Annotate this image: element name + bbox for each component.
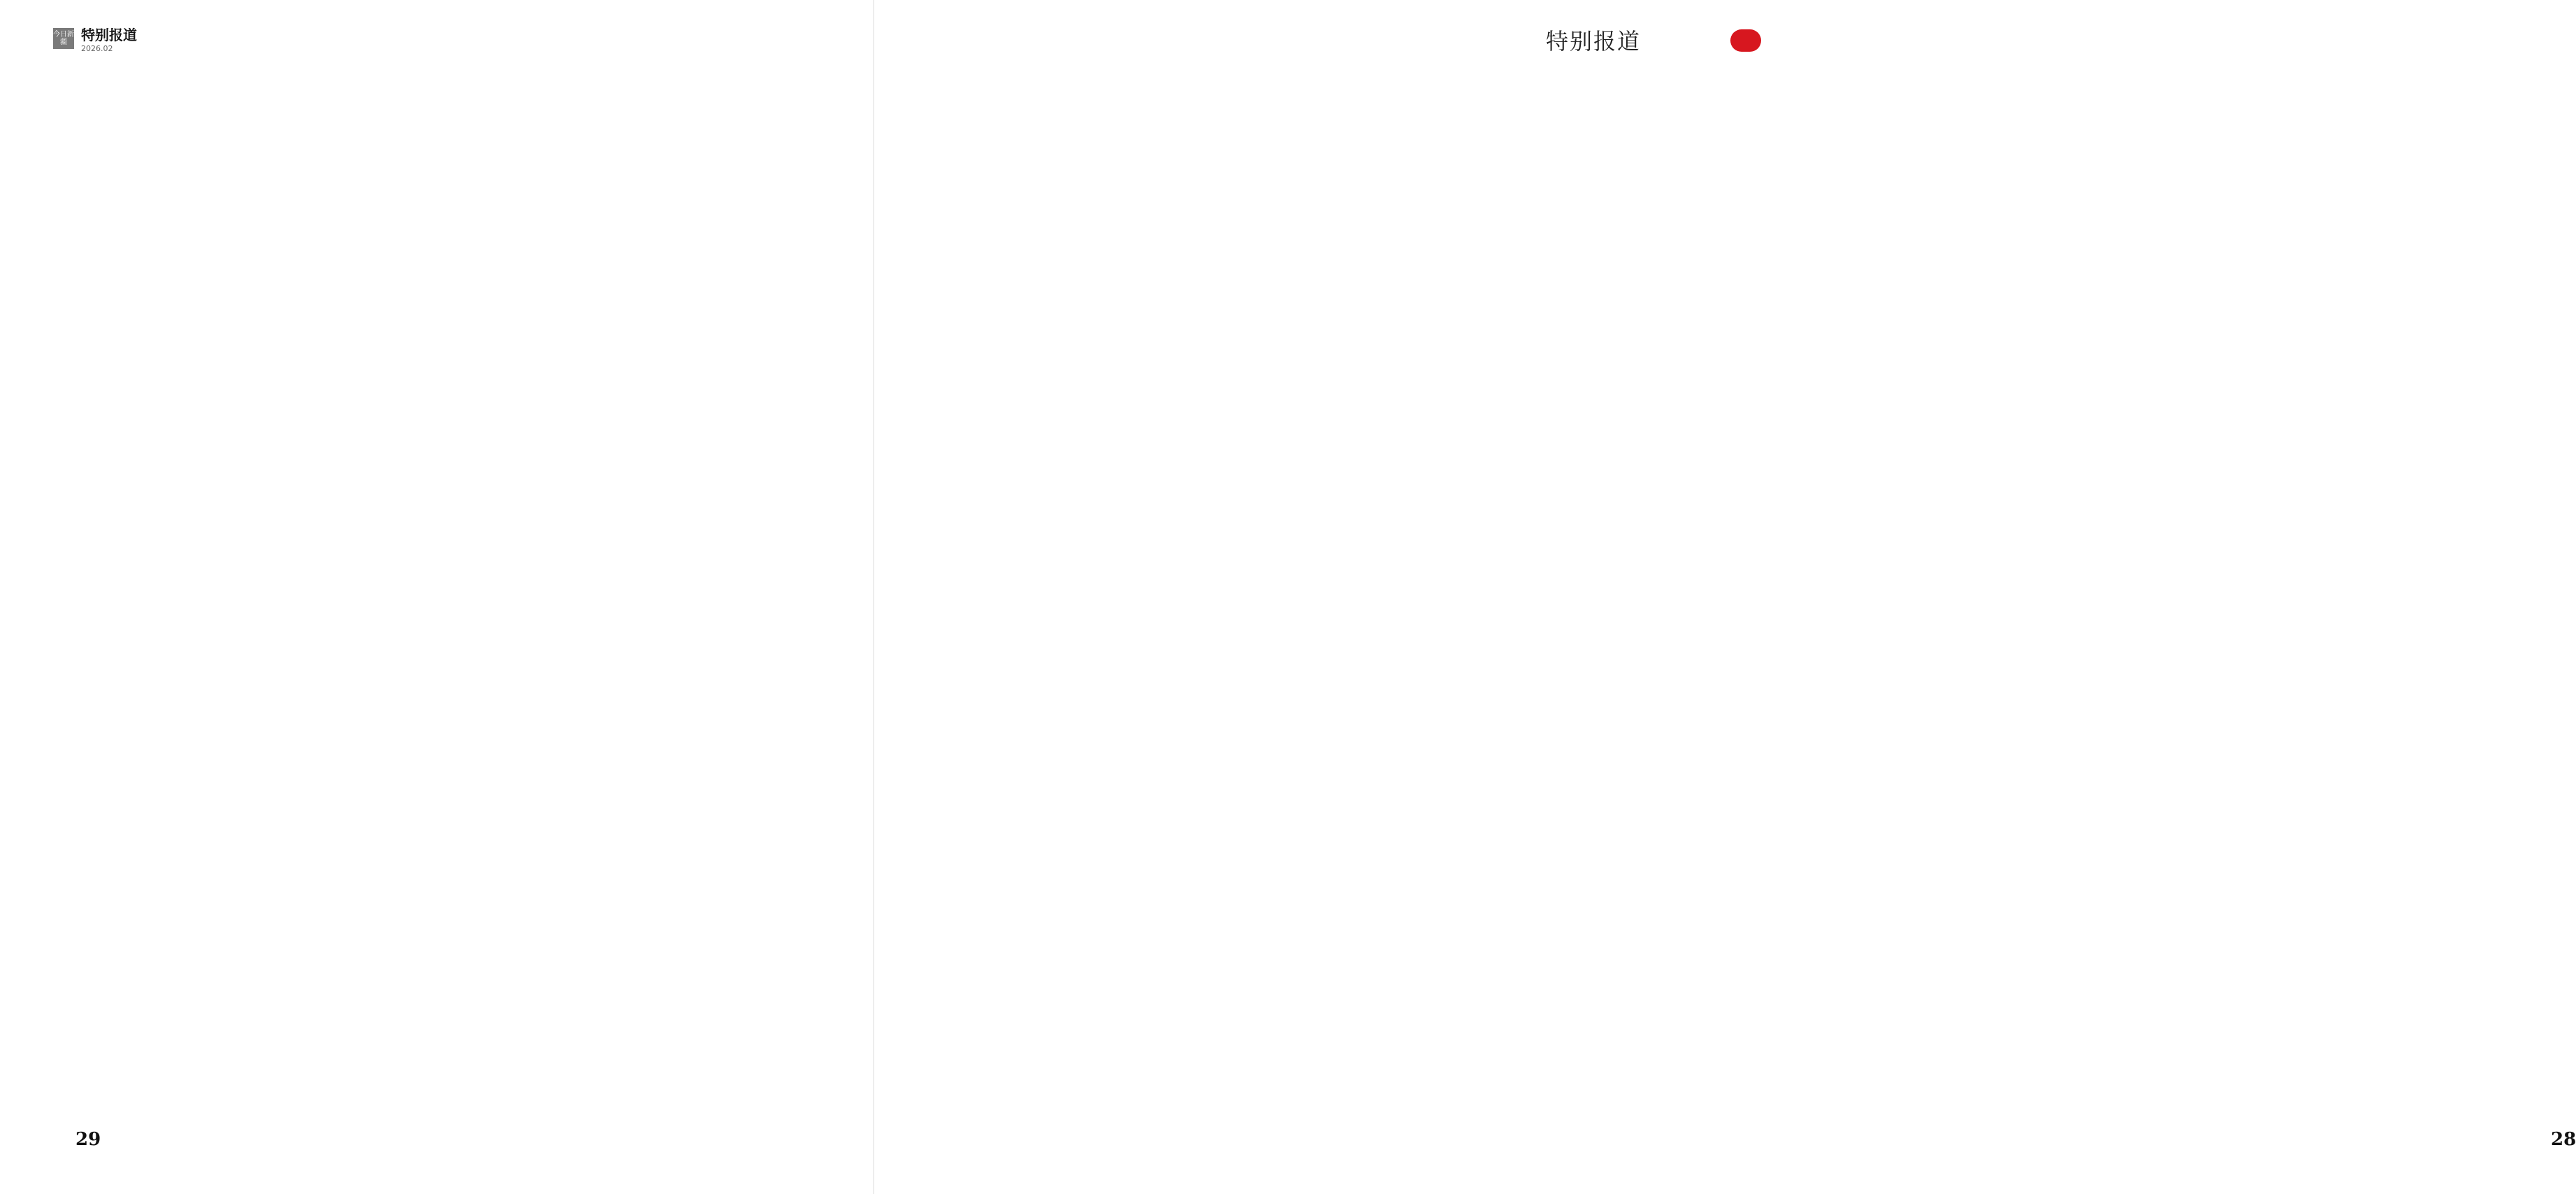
body-paragraph	[461, 267, 811, 333]
body-paragraph	[2210, 267, 2559, 333]
body-paragraph	[1816, 267, 2151, 333]
body-paragraph	[461, 200, 811, 266]
body-paragraph	[50, 334, 400, 400]
body-paragraph	[50, 535, 400, 601]
body-paragraph	[461, 603, 811, 668]
body-paragraph	[461, 804, 811, 870]
body-paragraph	[461, 737, 811, 803]
left-page-header	[53, 27, 186, 53]
body-paragraph	[2210, 670, 2559, 735]
body-paragraph	[50, 200, 400, 266]
body-paragraph	[50, 603, 400, 668]
subheading-line	[936, 965, 1279, 993]
header-title-block	[81, 24, 137, 53]
right-page	[874, 0, 2576, 1194]
page-number-left: 29	[75, 1129, 101, 1150]
body-paragraph	[1816, 133, 2151, 199]
body-paragraph	[1816, 670, 2151, 735]
body-paragraph	[2210, 535, 2559, 601]
column-left-outer	[50, 133, 400, 1105]
body-paragraph	[461, 535, 811, 601]
body-paragraph	[2210, 200, 2559, 266]
body-paragraph	[461, 670, 811, 735]
issue-date: 2026.02	[81, 44, 113, 53]
body-paragraph	[1816, 535, 2151, 601]
body-paragraph	[2210, 938, 2559, 1004]
body-paragraph	[461, 133, 811, 199]
body-paragraph	[2210, 334, 2559, 400]
body-paragraph	[1816, 603, 2151, 668]
body-paragraph	[50, 468, 400, 534]
body-paragraph	[50, 804, 400, 870]
magazine-logo: 今日新疆	[53, 28, 74, 49]
body-paragraph	[461, 334, 811, 400]
column-right-inner	[1816, 133, 2151, 1105]
body-paragraph	[2210, 871, 2559, 937]
body-paragraph	[2210, 737, 2559, 803]
body-paragraph	[2210, 603, 2559, 668]
body-paragraph	[1816, 468, 2151, 534]
left-page	[0, 0, 874, 1194]
section-title: 特别报道	[81, 27, 137, 43]
page-number-right: 28	[2551, 1129, 2576, 1150]
subheading-line	[936, 937, 1279, 965]
red-corner-tab	[1730, 29, 1761, 52]
right-page-header	[1546, 24, 1698, 56]
body-paragraph	[50, 670, 400, 735]
column-left-inner	[461, 133, 811, 1105]
body-paragraph	[50, 871, 400, 937]
body-paragraph	[1816, 334, 2151, 400]
body-paragraph	[50, 133, 400, 199]
body-paragraph	[50, 267, 400, 333]
body-paragraph	[1816, 401, 2151, 467]
body-paragraph	[50, 401, 400, 467]
body-paragraph	[2210, 804, 2559, 870]
body-paragraph	[2210, 401, 2559, 467]
body-paragraph	[461, 401, 811, 467]
body-paragraph	[50, 938, 400, 1004]
body-paragraph	[2210, 468, 2559, 534]
uyghur-section-label	[144, 33, 186, 44]
section-title-large: 特别报道	[1545, 28, 1641, 55]
uyghur-section-label-large	[1649, 34, 1698, 46]
column-right-outer	[2210, 133, 2559, 1105]
article-subheading	[936, 937, 1279, 993]
body-paragraph	[2210, 133, 2559, 199]
body-paragraph	[1816, 200, 2151, 266]
body-paragraph	[50, 737, 400, 803]
body-paragraph	[461, 468, 811, 534]
